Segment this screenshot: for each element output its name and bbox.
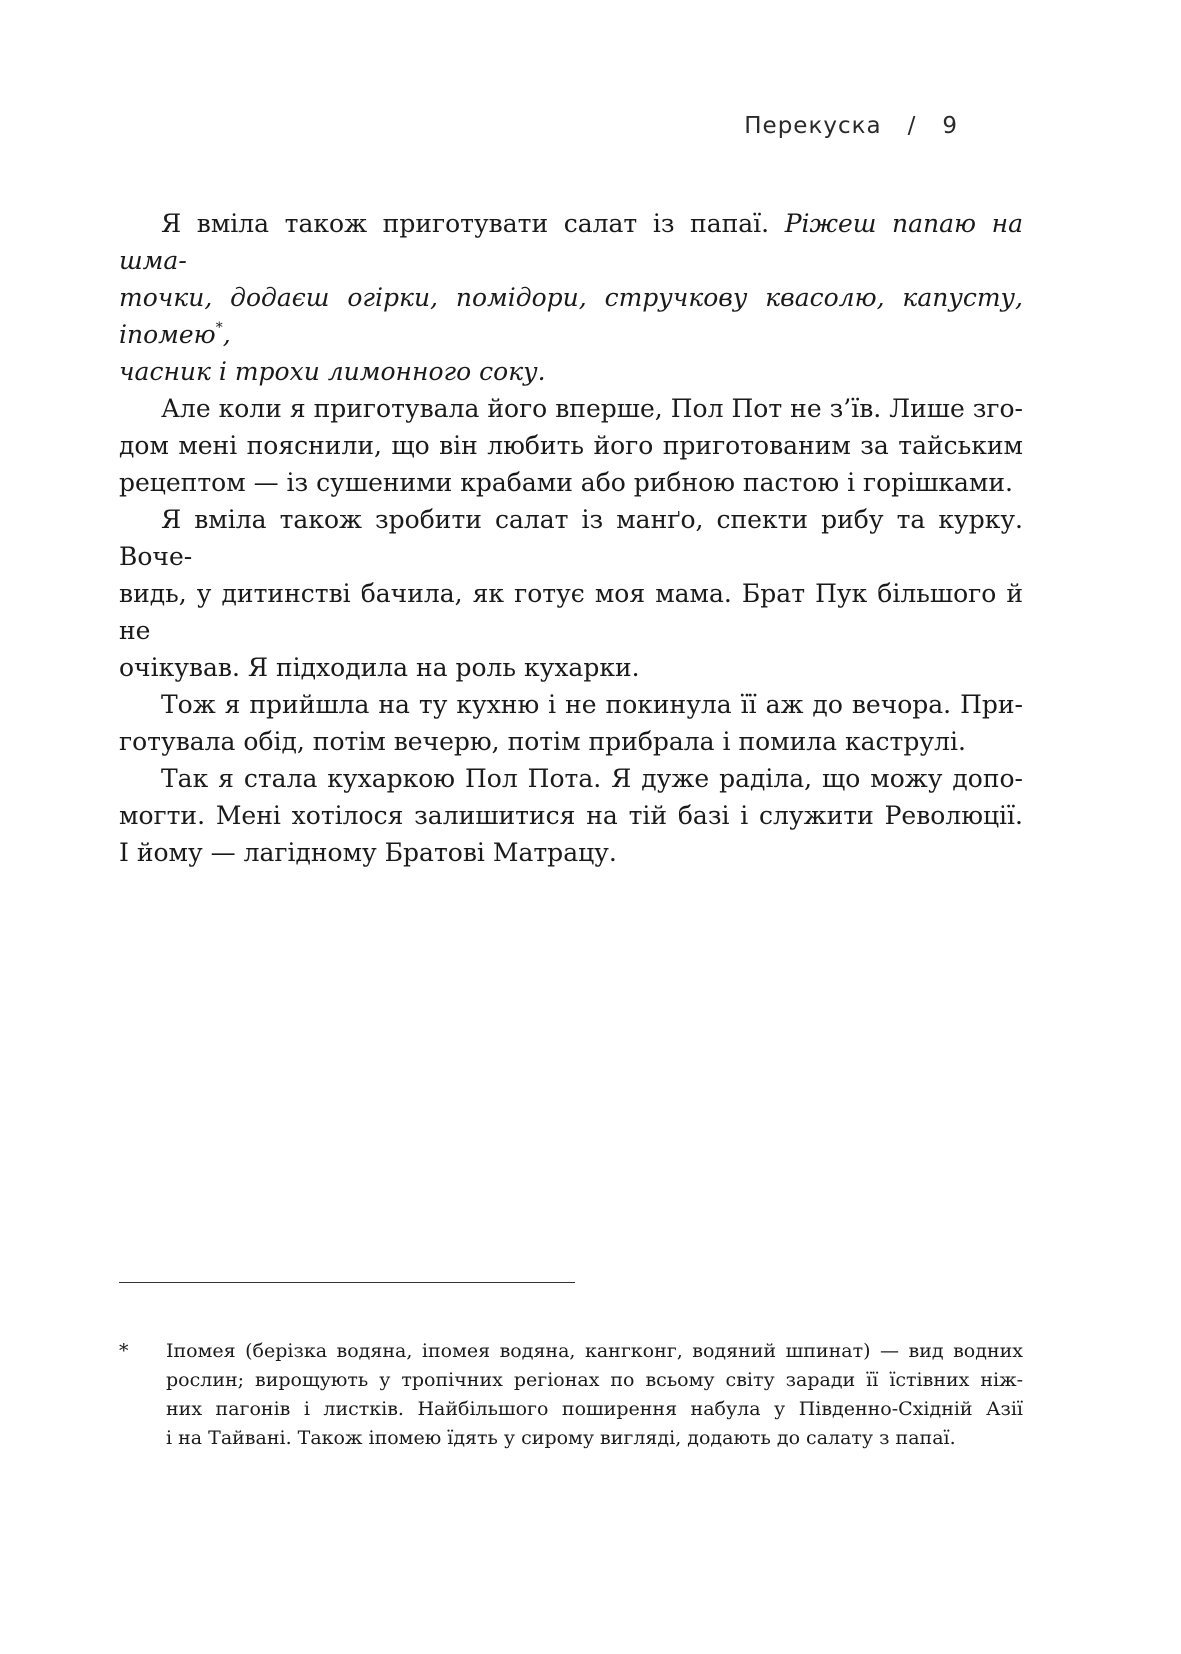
- footnote-line: них пагонів і листків. Найбільшого поширення набула у Південно-Східній Азії: [166, 1398, 1023, 1420]
- text-run: могти. Мені хотілося залишитися на тій базі і служити Революції.: [119, 801, 1023, 830]
- footnote-line: рослин; вирощують у тропічних регіонах по всьому світу заради її їстівних ніж-: [166, 1369, 1023, 1391]
- body-text: [119, 205, 1023, 871]
- footnote-reference: *: [215, 320, 223, 336]
- text-line: [119, 205, 1023, 279]
- text-line: [119, 464, 1023, 501]
- text-run: Я вміла також зробити салат із манґо, спекти рибу та курку. Воче-: [119, 505, 1023, 571]
- text-run: рецептом — із сушеними крабами або рибною пастою і горішками.: [119, 468, 1013, 497]
- text-run: видь, у дитинстві бачила, як готує моя мама. Брат Пук більшого й не: [119, 579, 1023, 645]
- text-run: готувала обід, потім вечерю, потім прибрала і помила каструлі.: [119, 727, 966, 756]
- text-line: [119, 279, 1023, 353]
- text-run: Тож я прийшла на ту кухню і не покинула її аж до вечора. При-: [161, 690, 1023, 719]
- paragraph: [119, 390, 1023, 501]
- text-line: [119, 760, 1023, 797]
- header-separator: /: [907, 113, 917, 139]
- section-title: Перекуска: [744, 113, 882, 139]
- text-run: часник і трохи лимонного соку.: [119, 357, 546, 386]
- text-run: Ріжеш папаю на шма-: [119, 209, 1023, 275]
- footnote-line: Іпомея (берізка водяна, іпомея водяна, кангконг, водяний шпинат) — вид водних: [166, 1340, 1023, 1362]
- footnote-marker: *: [119, 1340, 129, 1362]
- page-number: 9: [942, 113, 958, 139]
- text-line: [119, 723, 1023, 760]
- text-line: [119, 427, 1023, 464]
- text-run: Але коли я приготувала його вперше, Пол Пот не з’їв. Лише зго-: [161, 394, 1023, 423]
- paragraph: [119, 205, 1023, 390]
- footnote-line: і на Тайвані. Також іпомею їдять у сирому вигляді, додають до салату з папаї.: [166, 1427, 956, 1449]
- paragraph: [119, 501, 1023, 686]
- text-line: [119, 649, 1023, 686]
- paragraph: [119, 686, 1023, 760]
- text-run: Так я стала кухаркою Пол Пота. Я дуже раділа, що можу допо-: [161, 764, 1023, 793]
- text-line: [119, 353, 1023, 390]
- text-line: [119, 686, 1023, 723]
- text-line: [119, 797, 1023, 834]
- text-run: Я вміла також приготувати салат із папаї.: [161, 209, 785, 238]
- footnote-rule: [119, 1282, 575, 1283]
- paragraph: [119, 760, 1023, 871]
- running-head: [744, 113, 958, 139]
- text-line: [119, 575, 1023, 649]
- text-run: дом мені пояснили, що він любить його приготованим за тайським: [119, 431, 1023, 460]
- text-run: очікував. Я підходила на роль кухарки.: [119, 653, 640, 682]
- text-line: [119, 834, 1023, 871]
- text-line: [119, 390, 1023, 427]
- text-run: точки, додаєш огірки, помідори, стручкову квасолю, капусту, іпомею: [119, 283, 1023, 349]
- footnote-text: [166, 1337, 1023, 1453]
- text-run: ,: [222, 320, 231, 349]
- text-run: І йому — лагідному Братові Матрацу.: [119, 838, 617, 867]
- text-line: [119, 501, 1023, 575]
